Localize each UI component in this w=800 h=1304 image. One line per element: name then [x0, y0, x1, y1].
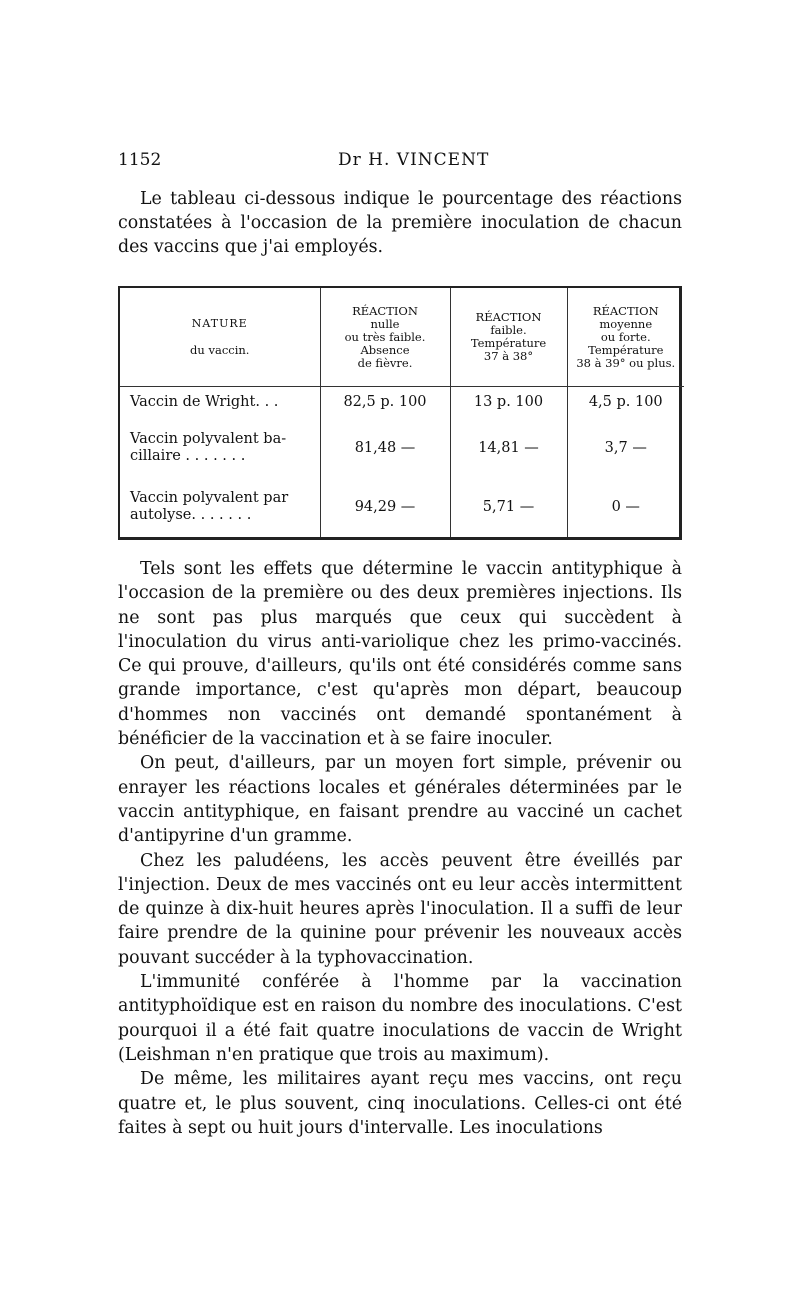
row-value-null: 94,29 —: [320, 478, 450, 537]
header-reaction-weak: [450, 288, 567, 387]
page-number: 1152: [118, 150, 162, 170]
header-line: Absence: [360, 342, 410, 357]
row-value-null: 82,5 p. 100: [320, 387, 450, 419]
header-line: moyenne: [599, 316, 653, 331]
row-value-weak: 13 p. 100: [450, 387, 567, 419]
row-value-null: 81,48 —: [320, 419, 450, 478]
row-value-weak: 5,71 —: [450, 478, 567, 537]
page-header: [118, 150, 682, 174]
paragraph: De même, les militaires ayant reçu mes vaccins, ont reçu quatre et, le plus souvent, cinq inoculations. Celles-ci ont été faites à sept ou huit jours d'intervalle. Les inoculations: [118, 1069, 682, 1138]
body-text: [118, 557, 682, 1140]
header-reaction-strong: [567, 288, 684, 387]
header-line: ou forte.: [600, 329, 651, 344]
table-row: [120, 419, 684, 478]
row-vaccine-name: Vaccin polyvalent par autolyse. . . . . . .: [130, 490, 289, 524]
reaction-table: [120, 288, 684, 537]
paragraph: On peut, d'ailleurs, par un moyen fort simple, prévenir ou enrayer les réactions locales et générales déterminées par le vaccin antityphique, en faisant prendre au vacciné un cachet d'antipyrine d'un gramme.: [118, 753, 682, 847]
table-row: [120, 478, 684, 537]
table-header-row: [120, 288, 684, 387]
header-line: 38 à 39° ou plus.: [576, 355, 676, 370]
paragraph: L'immunité conférée à l'homme par la vaccination antityphoïdique est en raison du nombre des inoculations. C'est pourquoi il a été fait quatre inoculations de vaccin de Wright (Leishman n'en pratique que trois au maximum).: [118, 972, 682, 1065]
row-value-strong: 3,7 —: [567, 419, 684, 478]
header-line: Température: [470, 336, 547, 350]
header-line: RÉACTION: [352, 303, 418, 318]
table-row: [120, 387, 684, 419]
paragraph: Chez les paludéens, les accès peuvent être éveillés par l'injection. Deux de mes vaccinés ont eu leur accès intermittent de quinze à dix-huit heures après l'inoculation. Il a suffi de leur faire prendre de la quinine pour prévenir les nouveaux accès pouvant succéder à la typhovaccination.: [118, 850, 682, 968]
header-line: nulle: [370, 316, 400, 331]
intro-paragraph: Le tableau ci-dessous indique le pourcentage des réactions constatées à l'occasion de la première inoculation de chacun des vaccins que j'ai employés.: [118, 189, 682, 258]
paragraph: Tels sont les effets que détermine le vaccin antityphique à l'occasion de la première ou des deux premières injections. Ils ne sont pas plus marqués que ceux qui succèdent à l'inoculation du virus anti-variolique chez les primo-vaccinés. Ce qui prouve, d'ailleurs, qu'ils ont été considérés comme sans grande importance, c'est qu'après mon départ, beaucoup d'hommes non vaccinés ont demandé spontanément à bénéficier de la vaccination et à se faire inoculer.: [118, 559, 682, 750]
row-vaccine-name: Vaccin polyvalent ba-cillaire . . . . . . .: [130, 431, 287, 465]
header-line: RÉACTION: [592, 303, 659, 318]
header-reaction-null: [320, 288, 450, 387]
header-line: NATURE: [191, 317, 248, 330]
row-vaccine-name: Vaccin de Wright. . .: [130, 394, 279, 411]
row-value-strong: 4,5 p. 100: [567, 387, 684, 419]
header-line: ou très faible.: [344, 329, 426, 344]
header-line: de fièvre.: [357, 355, 413, 370]
header-line: du vaccin.: [190, 343, 250, 357]
header-line: 37 à 38°: [483, 349, 534, 363]
vaccine-reaction-table: [118, 286, 682, 540]
header-line: faible.: [490, 323, 527, 337]
header-line: Température: [588, 342, 664, 357]
header-line: RÉACTION: [475, 310, 542, 324]
row-value-weak: 14,81 —: [450, 419, 567, 478]
row-value-strong: 0 —: [567, 478, 684, 537]
running-title: Dr H. VINCENT: [338, 150, 490, 170]
header-nature: [120, 288, 320, 387]
